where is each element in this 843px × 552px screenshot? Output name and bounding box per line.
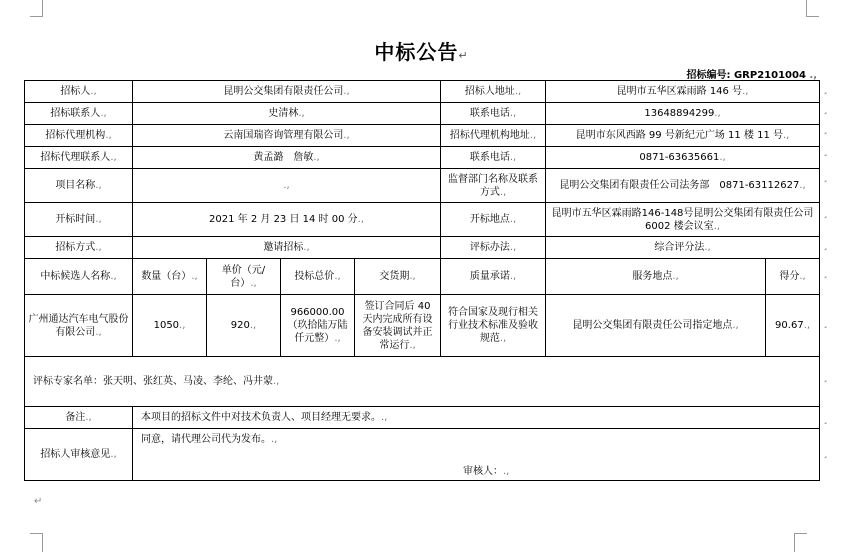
phone-label: 联系电话., — [441, 147, 546, 169]
table-row — [25, 429, 820, 481]
column-header-unit-price: 单价（元/台）., — [207, 259, 281, 295]
row-end-mark: ¸ — [823, 104, 828, 115]
crop-mark-bottom-right — [794, 533, 807, 552]
column-header-total: 投标总价., — [281, 259, 355, 295]
remark-label: 备注., — [25, 407, 133, 429]
candidate-total[interactable]: 966000.00（玖拾陆万陆仟元整）., — [281, 295, 355, 357]
candidate-service-place[interactable]: 昆明公交集团有限责任公司指定地点., — [546, 295, 766, 357]
table-row — [25, 295, 820, 357]
evaluation-label: 评标办法., — [441, 237, 546, 259]
bid-number-value: GRP2101004 — [733, 70, 806, 81]
experts-value: 张天明、张红英、马凌、李纶、冯井蒙 — [103, 376, 273, 387]
phone-value[interactable]: 0871-63635661., — [546, 147, 820, 169]
bid-number-label: 招标编号: — [686, 70, 731, 81]
row-end-mark: ¸ — [823, 124, 828, 135]
paragraph-mark-icon: ↵ — [458, 49, 469, 62]
table-row — [25, 203, 820, 237]
agency-address-label: 招标代理机构地址., — [441, 125, 546, 147]
column-header-name: 中标候选人名称., — [25, 259, 133, 295]
open-place-label: 开标地点., — [441, 203, 546, 237]
column-header-quality: 质量承诺., — [441, 259, 546, 295]
evaluation-value[interactable]: 综合评分法., — [546, 237, 820, 259]
table-row — [25, 357, 820, 407]
agency-contact-label: 招标代理联系人., — [25, 147, 133, 169]
page-title — [0, 36, 843, 65]
agency-value[interactable]: 云南国瑞咨询管理有限公司., — [133, 125, 441, 147]
row-end-mark: ¸ — [823, 84, 828, 95]
row-end-mark: ¸ — [823, 172, 828, 183]
column-header-qty: 数量（台）., — [133, 259, 207, 295]
table-row — [25, 407, 820, 429]
agency-label: 招标代理机构., — [25, 125, 133, 147]
end-paragraph-mark: ↵ — [34, 496, 43, 507]
award-notice-table — [24, 80, 820, 481]
review-label: 招标人审核意见., — [25, 429, 133, 481]
table-row — [25, 169, 820, 203]
open-place-value[interactable]: 昆明市五华区霖雨路146-148号昆明公交集团有限责任公司 6002 楼会议室., — [546, 203, 820, 237]
column-header-score: 得分., — [766, 259, 820, 295]
crop-mark-bottom-left — [30, 533, 43, 552]
tenderer-address-label: 招标人地址., — [441, 81, 546, 103]
remark-value[interactable]: 本项目的招标文件中对技术负责人、项目经理无要求。., — [133, 407, 820, 429]
column-header-delivery: 交货期., — [355, 259, 441, 295]
table-header-row — [25, 259, 820, 295]
review-value[interactable]: 同意，请代理公司代为发布。., 审核人：., — [133, 429, 820, 481]
method-label: 招标方式., — [25, 237, 133, 259]
agency-contact-value[interactable]: 黄孟潞 詹敏., — [133, 147, 441, 169]
table-row — [25, 81, 820, 103]
table-row — [25, 125, 820, 147]
tender-contact-label: 招标联系人., — [25, 103, 133, 125]
project-name-label: 项目名称., — [25, 169, 133, 203]
row-end-mark: ¸ — [823, 268, 828, 279]
candidate-quality[interactable]: 符合国家及现行相关行业技术标准及验收规范., — [441, 295, 546, 357]
open-time-value[interactable]: 2021 年 2 月 23 日 14 时 00 分., — [133, 203, 441, 237]
reviewer-line: 审核人：., — [463, 466, 510, 477]
phone-label: 联系电话., — [441, 103, 546, 125]
row-end-mark: ¸ — [823, 318, 828, 329]
candidate-qty[interactable]: 1050., — [133, 295, 207, 357]
column-header-service-place: 服务地点., — [546, 259, 766, 295]
crop-mark-top-right — [806, 0, 819, 17]
tenderer-label: 招标人., — [25, 81, 133, 103]
title-text: 中标公告 — [374, 40, 459, 64]
table-row — [25, 237, 820, 259]
agency-address-value[interactable]: 昆明市东风西路 99 号新纪元广场 11 楼 11 号., — [546, 125, 820, 147]
row-end-mark: ¸ — [823, 240, 828, 251]
phone-value[interactable]: 13648894299., — [546, 103, 820, 125]
crop-mark-top-left — [30, 0, 43, 17]
reviewer-label: 审核人： — [463, 466, 503, 477]
candidate-delivery[interactable]: 签订合同后 40 天内完成所有设备安装调试并正常运行., — [355, 295, 441, 357]
open-time-label: 开标时间., — [25, 203, 133, 237]
experts-cell[interactable]: 评标专家名单：张天明、张红英、马凌、李纶、冯井蒙., — [25, 357, 820, 407]
table-row — [25, 103, 820, 125]
method-value[interactable]: 邀请招标., — [133, 237, 441, 259]
row-end-mark: ¸ — [823, 414, 828, 425]
bid-number — [686, 66, 817, 81]
supervisor-value[interactable]: 昆明公交集团有限责任公司法务部 0871-63112627., — [546, 169, 820, 203]
supervisor-label: 监督部门名称及联系方式., — [441, 169, 546, 203]
candidate-score[interactable]: 90.67., — [766, 295, 820, 357]
tenderer-value[interactable]: 昆明公交集团有限责任公司., — [133, 81, 441, 103]
candidate-name[interactable]: 广州通达汽车电气股份有限公司., — [25, 295, 133, 357]
tenderer-address-value[interactable]: 昆明市五华区霖雨路 146 号., — [546, 81, 820, 103]
candidate-unit-price[interactable]: 920., — [207, 295, 281, 357]
paragraph-mark-icon: ., — [809, 70, 817, 81]
experts-label: 评标专家名单： — [33, 376, 103, 387]
row-end-mark: ¸ — [823, 448, 828, 459]
project-name-value[interactable]: ., — [133, 169, 441, 203]
row-end-mark: ¸ — [823, 372, 828, 383]
row-end-mark: ¸ — [823, 146, 828, 157]
tender-contact-value[interactable]: 史清林., — [133, 103, 441, 125]
row-end-mark: ¸ — [823, 208, 828, 219]
table-row — [25, 147, 820, 169]
